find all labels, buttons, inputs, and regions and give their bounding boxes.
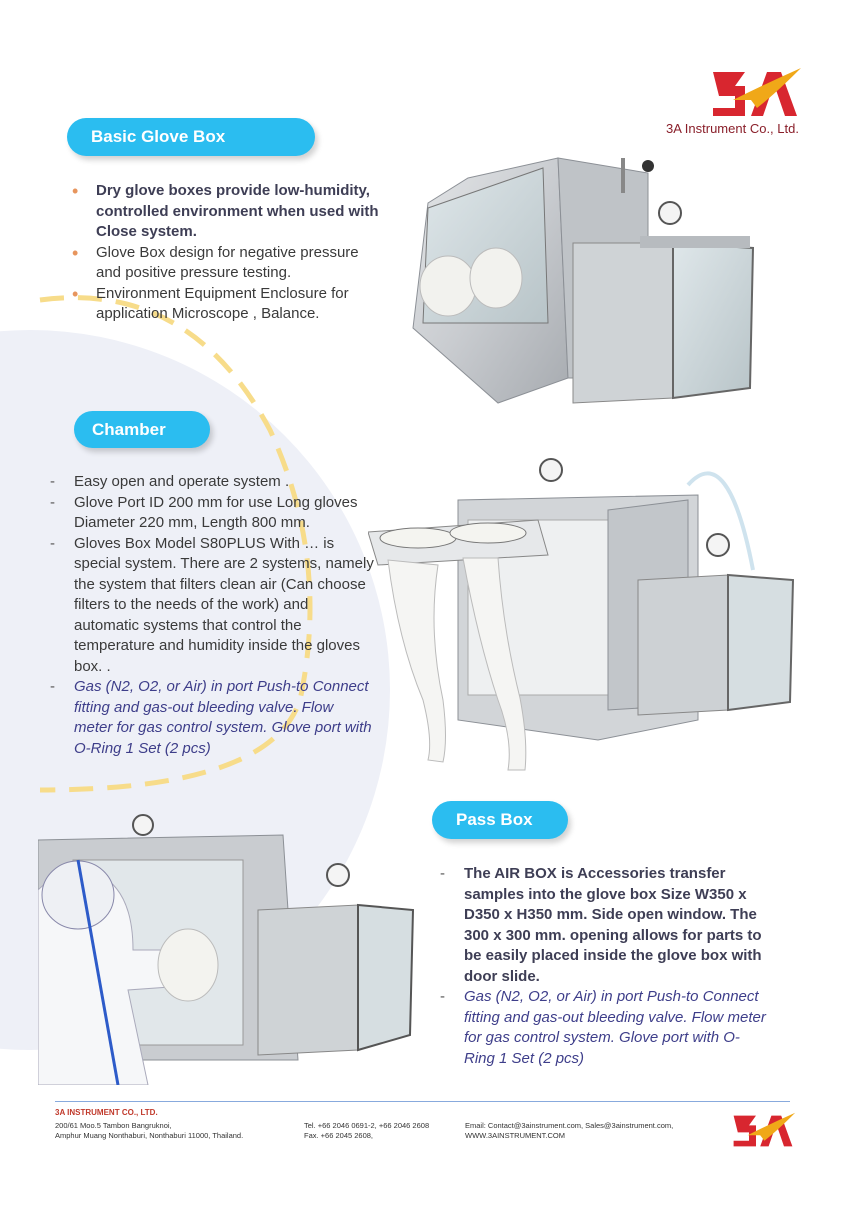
footer-address-line1: 200/61 Moo.5 Tambon Bangruknoi, <box>55 1121 172 1130</box>
footer-company-name: 3A INSTRUMENT CO., LTD. <box>55 1108 158 1117</box>
list-item: - The AIR BOX is Accessories transfer samples into the glove box Size W350 x D350 x H350 mm. Side open window. The 300 x 300 mm. opening allows for parts to be easily placed inside the glove box with door slide. <box>440 865 762 985</box>
footer-tel: Tel. +66 2046 0691-2, +66 2046 2608 <box>304 1121 430 1130</box>
section-title-chamber: Chamber <box>74 411 210 448</box>
list-item: - Gas (N2, O2, or Air) in port Push-to Connect fitting and gas-out bleeding valve. Flow meter for gas control system. Glove port with O-Ring 1 Set (2 pcs) <box>50 678 372 757</box>
list-item: • Environment Equipment Enclosure for application Microscope , Balance. <box>72 283 349 322</box>
list-item: - Glove Port ID 200 mm for use Long gloves Diameter 220 mm, Length 800 mm. <box>50 493 358 531</box>
footer-company-logo <box>728 1110 798 1152</box>
list-item: • Dry glove boxes provide low-humidity, controlled environment when used with Close system. <box>72 181 379 240</box>
glove-box-image <box>408 148 768 413</box>
company-name: 3A Instrument Co., Ltd. <box>666 121 799 136</box>
footer-address-line2: Amphur Muang Nonthaburi, Nonthaburi 11000, Thailand. <box>55 1131 244 1140</box>
basic-list <box>72 181 382 325</box>
chamber-open-image <box>368 440 808 780</box>
footer-website[interactable]: WWW.3AINSTRUMENT.COM <box>465 1131 565 1140</box>
chamber-list <box>50 472 375 759</box>
operator-glove-box-image <box>38 800 418 1085</box>
list-item: - Gas (N2, O2, or Air) in port Push-to Connect fitting and gas-out bleeding valve. Flow meter for gas control system. Glove port with O-Ring 1 Set (2 pcs) <box>440 988 766 1067</box>
section-title-passbox: Pass Box <box>432 801 568 839</box>
footer-divider <box>55 1101 790 1102</box>
footer-email[interactable]: Email: Contact@3ainstrument.com, Sales@3ainstrument.com, <box>465 1121 674 1130</box>
passbox-list <box>440 864 770 1069</box>
footer-fax: Fax. +66 2045 2608, <box>304 1131 374 1140</box>
section-title-basic: Basic Glove Box <box>67 118 315 156</box>
list-item: • Glove Box design for negative pressure and positive pressure testing. <box>72 242 359 281</box>
company-logo <box>705 64 805 124</box>
list-item: - Gloves Box Model S80PLUS With … is special system. There are 2 systems, namely the system that filters clean air (Can choose filters to the needs of the work) and automatic systems that control the temperature and humidity inside the gloves box. . <box>50 534 374 675</box>
list-item: - Easy open and operate system . <box>50 473 290 490</box>
